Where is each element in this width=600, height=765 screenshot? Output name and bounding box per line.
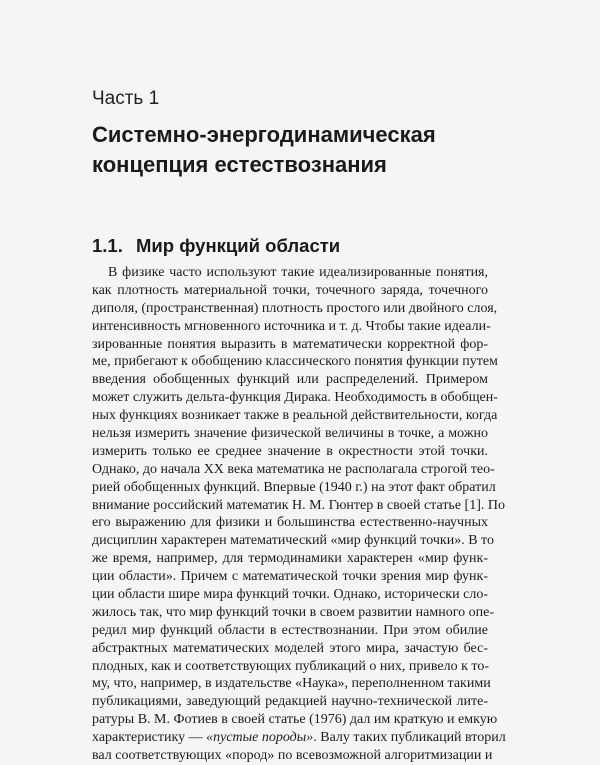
section-number: 1.1. [92,235,123,256]
text-line-with-emphasis [92,729,506,747]
text-line: Однако, до начала XX века математика не располагала строгой тео- [92,461,495,477]
section-heading [92,235,340,257]
text-line: рией обобщенных функций. Впервые (1940 г.) на этот факт обратил [92,479,496,495]
text-line: нельзя измерить значение физической величины в точке, а можно [92,426,488,442]
part-label: Часть 1 [92,88,160,109]
text-line: ме, прибегают к обобщению классического понятия функции путем [92,354,498,370]
text-line: может служить дельта-функция Дирака. Необходимость в обобщен- [92,390,498,406]
text-line: В физике часто используют такие идеализированные понятия, [108,265,488,280]
text-line: публикациями, заведующий редакцией научно-технической лите- [92,694,488,710]
text-line: как плотность материальной точки, точечного заряда, точечного [92,282,488,298]
text-line: ции области шире мира функций точки. Однако, исторически сло- [92,587,488,603]
text-line: ратуры В. М. Фотиев в своей статье (1976) дал им краткую и емкую [92,712,498,728]
chapter-title [92,120,512,180]
text-line: же время, например, для термодинамики характерен «мир функ- [92,551,488,567]
text-fragment: . Валу таких публикаций вторил [313,730,506,746]
text-line: редил мир функций области в естествознании. При этом обилие [92,622,488,638]
text-line: жилось так, что мир функций точки в своем развитии намного опе- [92,604,494,620]
text-line: его выражению для физики и большинства естественно-научных [92,515,488,531]
text-line: диполя, (пространственная) плотность простого или двойного слоя, [92,300,498,316]
text-line: му, что, например, в издательстве «Наука», переполненном такими [92,676,491,692]
text-line: ных функциях возникает также в реальной действительности, когда [92,408,498,424]
chapter-title-line: концепция естествознания [92,152,387,177]
text-line: введения обобщенных функций или распределений. Примером [92,372,488,388]
text-fragment: характеристику — [92,730,207,746]
emphasis-text: «пустые породы» [206,730,314,746]
text-line: измерить только ее среднее значение в окрестности этой точки. [92,443,488,459]
text-line: интенсивность мгновенного источника и т. д. Чтобы такие идеали- [92,318,491,334]
body-text [92,264,506,765]
text-line: плодных, как и соответствующих публикаций о них, привело к то- [92,658,490,674]
text-line: вал соответствующих «пород» по всевозможной алгоритмизации и [92,748,493,764]
text-line: зированные понятия выразить в математически корректной фор- [92,336,488,352]
text-line: абстрактных математических моделей этого мира, зачастую бес- [92,640,488,656]
text-line: ции области». Причем с математической точки зрения мир функ- [92,569,488,585]
section-title: Мир функций области [136,235,341,256]
text-line: внимание российский математик Н. М. Гюнтер в своей статье [1]. По [92,497,505,513]
chapter-title-line: Системно-энергодинамическая [92,122,436,147]
text-line: дисциплин характерен математический «мир функций точки». В то [92,533,494,549]
